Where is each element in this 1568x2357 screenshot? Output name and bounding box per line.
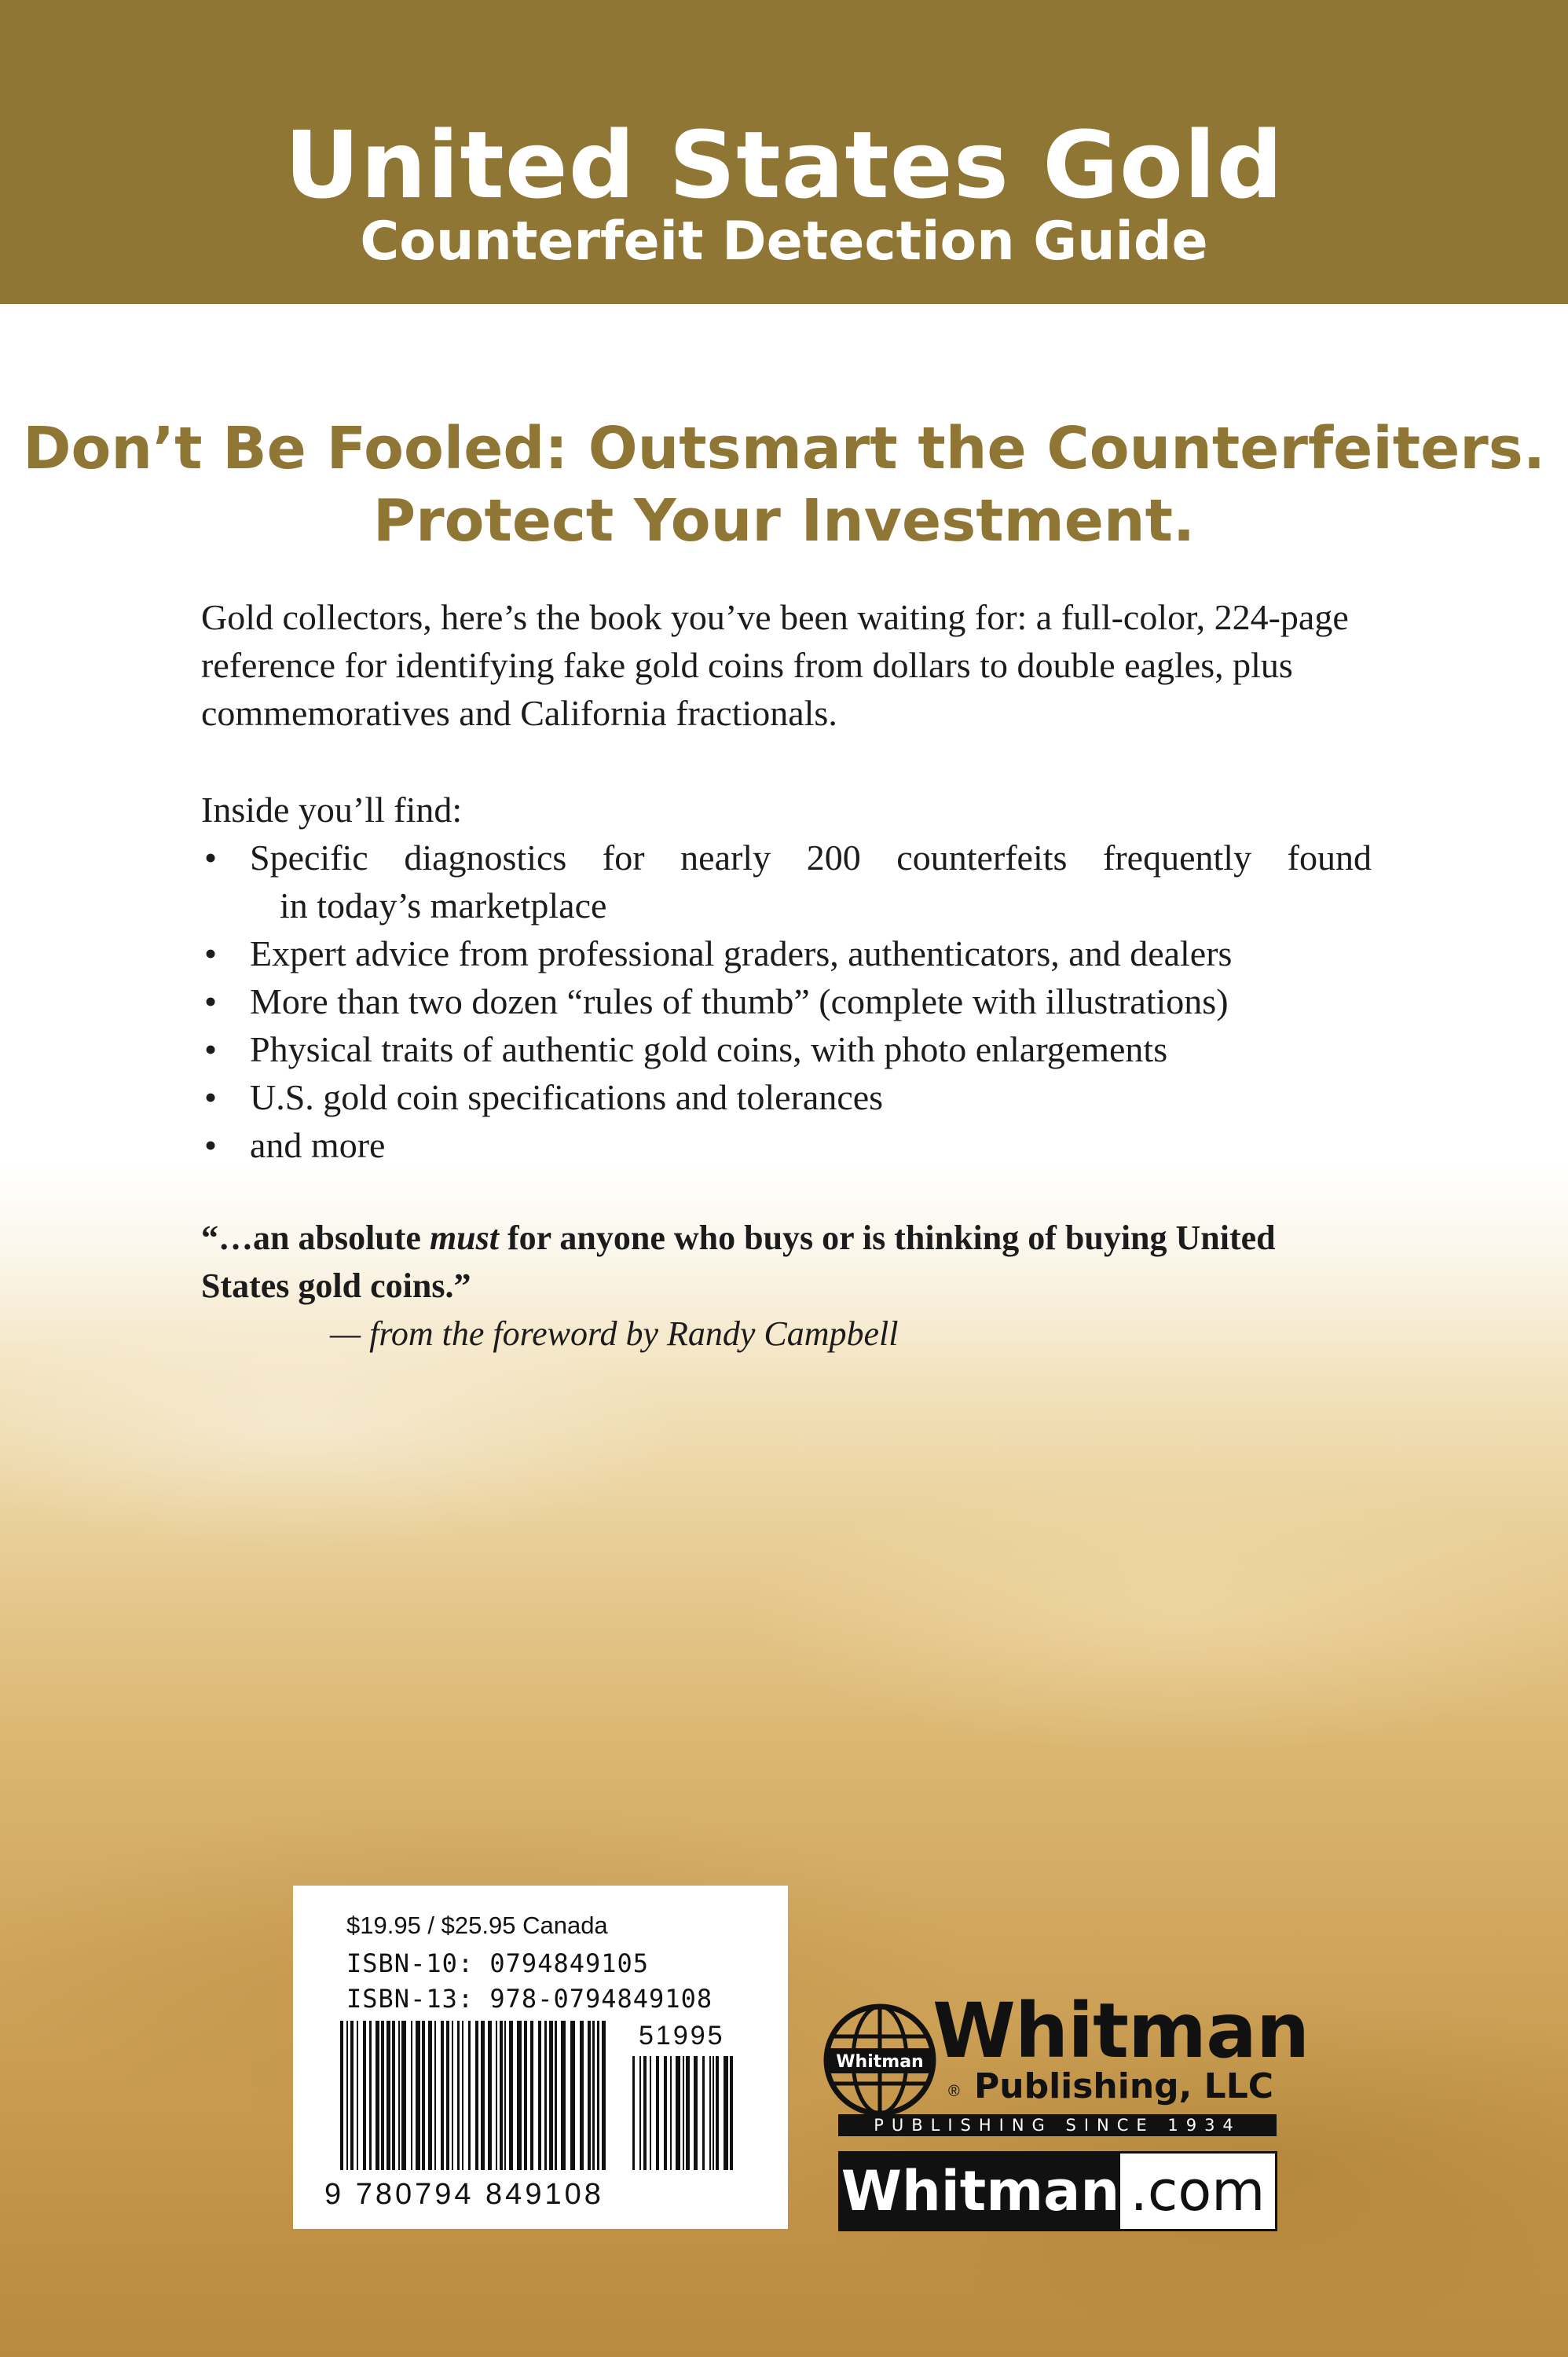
barcode-bar	[441, 2021, 444, 2170]
price-text: $19.95 / $25.95 Canada	[346, 1912, 608, 1939]
barcode-bar	[340, 2021, 343, 2170]
barcode-addon-bar	[670, 2056, 672, 2170]
barcode-bar	[588, 2021, 591, 2170]
barcode-label	[293, 1886, 788, 2229]
book-subtitle: Counterfeit Detection Guide	[360, 211, 1208, 273]
price-code: 51995	[639, 2021, 725, 2051]
barcode-bar	[428, 2021, 432, 2170]
barcode-bar	[434, 2021, 436, 2170]
barcode-icon	[340, 2021, 749, 2178]
list-item	[201, 977, 1372, 1025]
barcode-bar	[538, 2021, 541, 2170]
globe-label: Whitman	[836, 2052, 924, 2072]
barcode-bar	[500, 2021, 503, 2170]
barcode-bar	[381, 2021, 384, 2170]
barcode-bar	[457, 2021, 460, 2170]
website-tld: .com	[1130, 2159, 1266, 2223]
barcode-addon-bar	[683, 2056, 684, 2170]
quote-emphasis: must	[429, 1219, 499, 1257]
description	[201, 593, 1372, 1169]
barcode-bar	[363, 2021, 366, 2170]
publisher-subname: Publishing, LLC	[974, 2066, 1274, 2106]
title-band	[0, 0, 1568, 304]
feature-text: Expert advice from professional graders, authenticators, and dealers	[250, 933, 1233, 973]
website-name: Whitman	[841, 2154, 1120, 2229]
feature-text: Specific diagnostics for nearly 200 counterfeits frequently found	[250, 838, 1372, 878]
bullet-icon: •	[204, 1077, 218, 1117]
barcode-addon-bar	[650, 2056, 651, 2170]
list-item	[201, 1025, 1372, 1073]
barcode-bar	[481, 2021, 485, 2170]
isbn-10: ISBN-10: 0794849105	[346, 1948, 650, 1978]
registered-mark: ®	[948, 2083, 960, 2100]
website-link[interactable]	[838, 2151, 1277, 2231]
barcode-bar	[346, 2021, 348, 2170]
barcode-bar	[496, 2021, 497, 2170]
list-item	[201, 929, 1372, 977]
inside-label: Inside you’ll find:	[201, 790, 463, 830]
barcode-addon-bar	[639, 2056, 641, 2170]
barcode-bar	[488, 2021, 492, 2170]
barcode-bar	[392, 2021, 395, 2170]
barcode-addon-bar	[694, 2056, 698, 2170]
feature-text: Physical traits of authentic gold coins, with photo enlargements	[250, 1029, 1168, 1069]
feature-list	[201, 834, 1372, 1169]
barcode-bar	[369, 2021, 372, 2170]
bullet-icon: •	[204, 838, 218, 878]
barcode-bar	[475, 2021, 478, 2170]
list-item	[201, 1073, 1372, 1121]
barcode-bar	[350, 2021, 354, 2170]
barcode-bar	[549, 2021, 553, 2170]
bullet-icon: •	[204, 1029, 218, 1069]
list-item	[201, 1121, 1372, 1169]
barcode-addon-bar	[676, 2056, 680, 2170]
barcode-addon-bar	[724, 2056, 728, 2170]
feature-text: and more	[250, 1125, 386, 1165]
publisher-since: PUBLISHING SINCE 1934	[838, 2114, 1277, 2136]
quote-text-end: for anyone who buys or is thinking of buying United States gold coins.”	[201, 1219, 1276, 1305]
barcode-bar	[570, 2021, 575, 2170]
bullet-icon: •	[204, 1125, 218, 1165]
barcode-addon-bar	[702, 2056, 705, 2170]
barcode-bar	[597, 2021, 599, 2170]
feature-text: More than two dozen “rules of thumb” (complete with illustrations)	[250, 981, 1229, 1021]
publisher-logo	[821, 1987, 1310, 2141]
barcode-bar	[592, 2021, 595, 2170]
barcode-bar	[602, 2021, 606, 2170]
barcode-addon-bar	[664, 2056, 667, 2170]
barcode-addon-bar	[730, 2056, 733, 2170]
barcode-addon-bar	[686, 2056, 690, 2170]
barcode-addon-bar	[716, 2056, 719, 2170]
headline	[0, 412, 1568, 557]
barcode-bar	[555, 2021, 557, 2170]
barcode-bar	[398, 2021, 400, 2170]
feature-text-continued: in today’s marketplace	[280, 885, 607, 926]
barcode-bar	[452, 2021, 453, 2170]
barcode-addon-bar	[709, 2056, 711, 2170]
barcode-bar	[524, 2021, 527, 2170]
headline-line-1: Don’t Be Fooled: Outsmart the Counterfeiters.	[23, 415, 1545, 482]
barcode-bar	[411, 2021, 412, 2170]
book-title: United States Gold	[284, 111, 1284, 219]
barcode-bar	[504, 2021, 506, 2170]
barcode-bar	[357, 2021, 358, 2170]
headline-line-2: Protect Your Investment.	[372, 487, 1196, 555]
barcode-addon-bar	[656, 2056, 659, 2170]
barcode-bar	[387, 2021, 390, 2170]
isbn-13: ISBN-13: 978-0794849108	[346, 1984, 713, 2014]
intro-paragraph: Gold collectors, here’s the book you’ve been waiting for: a full-color, 224-page reference for identifying fake gold coins from dollars to double eagles, plus commemoratives and California fractionals.	[201, 597, 1349, 733]
barcode-bar	[401, 2021, 406, 2170]
barcode-bar	[468, 2021, 471, 2170]
barcode-bar	[544, 2021, 547, 2170]
foreword-quote	[201, 1214, 1372, 1310]
barcode-bar	[422, 2021, 425, 2170]
barcode-bar	[376, 2021, 379, 2170]
barcode-addon-bar	[643, 2056, 647, 2170]
bullet-icon: •	[204, 933, 218, 973]
barcode-bar	[517, 2021, 522, 2170]
barcode-bar	[416, 2021, 420, 2170]
barcode-bar	[580, 2021, 584, 2170]
barcode-bar	[446, 2021, 449, 2170]
quote-attribution: — from the foreword by Randy Campbell	[330, 1314, 899, 1353]
barcode-addon-bar	[713, 2056, 714, 2170]
feature-text: U.S. gold coin specifications and tolerances	[250, 1077, 884, 1117]
globe-icon	[821, 2001, 939, 2119]
barcode-addon-bar	[632, 2056, 635, 2170]
barcode-bar	[530, 2021, 533, 2170]
isbn-digits: 9 780794 849108	[324, 2178, 604, 2211]
quote-text-start: “…an absolute	[201, 1219, 430, 1257]
barcode-bar	[509, 2021, 513, 2170]
list-item	[201, 834, 1372, 929]
barcode-bar	[462, 2021, 463, 2170]
publisher-name: Whitman	[932, 1987, 1310, 2075]
bullet-icon: •	[204, 981, 218, 1021]
barcode-bar	[561, 2021, 566, 2170]
